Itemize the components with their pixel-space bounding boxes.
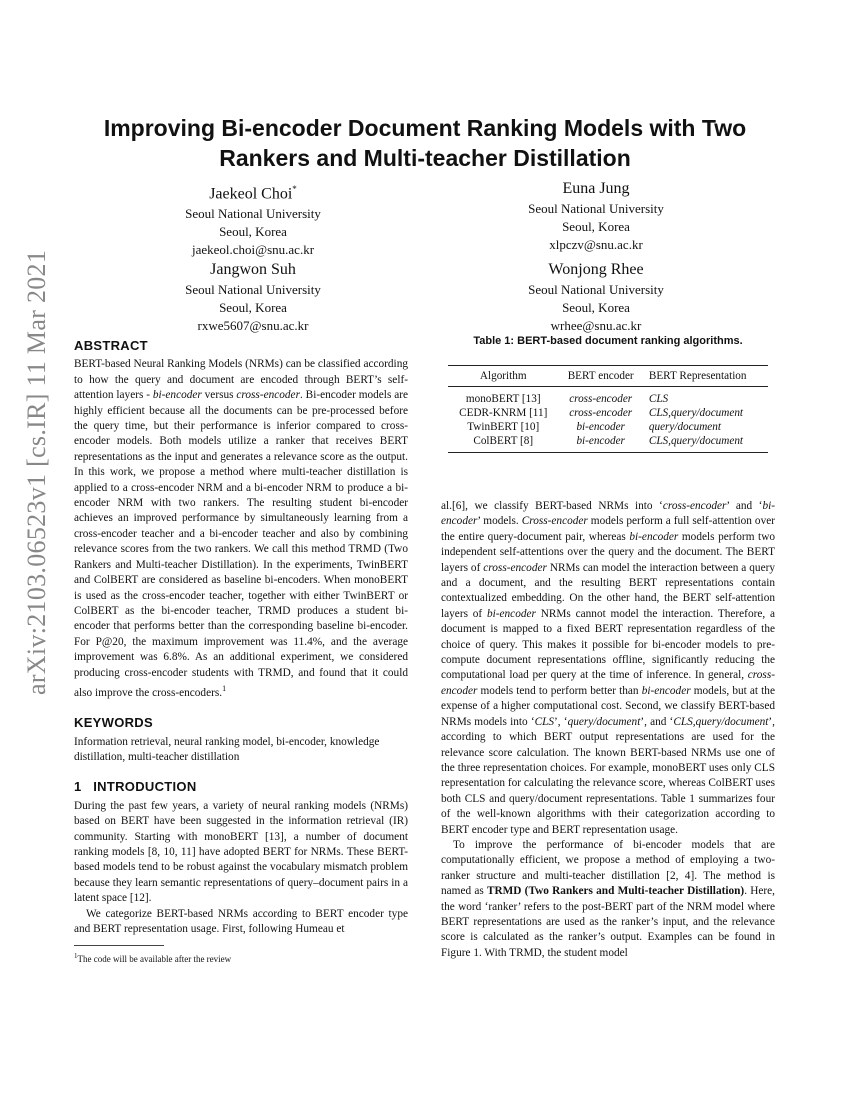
table-cell: CLS <box>648 393 669 405</box>
intro-paragraph: During the past few years, a variety of neural ranking models (NRMs) based on BERT have been suggested in the information retrieval (IR) community. Starting with monoBERT [13], a number of document ranking models [8, 10, 11] have adopted BERT for NRMs. These BERT-based models tend to be robust against the vocabulary mismatch problem because they learn semantic representations of query–document pairs in a latent space [12]. <box>74 799 408 905</box>
table-caption: Table 1: BERT-based document ranking algorithms. <box>473 335 743 347</box>
body-paragraph: To improve the performance of bi-encoder models that are computationally efficient, we propose a method of employing a two-ranker structure and multi-teacher distillation [2, 4]. The method is named as TRMD (Two Rankers and Multi-teacher Distillation). Here, the word ‘ranker’ refers to the post-BERT part of the NRM model where BERT representations are used as the ranker’s input, and the relevance score is calculated as the ranker’s output. Examples can be found in Figure 1. With TRMD, the student model <box>441 838 776 959</box>
author-location: Seoul, Korea <box>219 224 287 240</box>
table-row <box>448 387 768 407</box>
author-block <box>123 178 383 259</box>
paper-title: Improving Bi-encoder Document Ranking Models with Two Rankers and Multi-teacher Distillation <box>103 115 747 171</box>
table-cell: bi-encoder <box>576 435 625 447</box>
table-1 <box>448 365 768 453</box>
author-name: Jangwon Suh <box>210 261 296 278</box>
author-affiliation: Seoul National University <box>185 206 321 222</box>
footnote-rule <box>74 945 164 946</box>
author-email: wrhee@snu.ac.kr <box>550 318 642 333</box>
keywords-heading: KEYWORDS <box>74 715 153 731</box>
author-block <box>466 259 726 335</box>
table-cell: CEDR-KNRM [11] <box>459 407 548 419</box>
author-affiliation: Seoul National University <box>528 201 664 216</box>
table-cell: cross-encoder <box>569 393 633 405</box>
table-cell: bi-encoder <box>576 421 625 433</box>
table-cell: ColBERT [8] <box>473 435 534 447</box>
arxiv-id: arXiv:2103.06523v1 [cs.IR] 11 Mar 2021 <box>22 249 51 695</box>
author-location: Seoul, Korea <box>562 300 630 315</box>
intro-paragraph: We categorize BERT-based NRMs according to BERT encoder type and BERT representation usage. First, following Humeau et <box>74 907 408 935</box>
table-header-row <box>448 366 768 387</box>
author-name: Euna Jung <box>562 180 630 197</box>
column-header: BERT Representation <box>648 370 747 382</box>
column-header: BERT encoder <box>567 370 634 382</box>
author-block <box>466 178 726 254</box>
author-email: rxwe5607@snu.ac.kr <box>197 318 309 333</box>
abstract-heading: ABSTRACT <box>74 338 148 353</box>
table-cell: cross-encoder <box>569 407 633 419</box>
left-column <box>74 338 408 965</box>
table-cell: TwinBERT [10] <box>467 421 540 433</box>
author-email: jaekeol.choi@snu.ac.kr <box>191 242 315 258</box>
table-row <box>448 420 768 434</box>
introduction-heading: 1 INTRODUCTION <box>74 779 197 795</box>
right-column <box>441 499 775 961</box>
table-row <box>448 434 768 453</box>
author-name: Jaekeol Choi* <box>209 184 297 203</box>
table-cell: query/document <box>648 421 721 433</box>
body-paragraph: al.[6], we classify BERT-based NRMs into ‘cross-encoder’ and ‘bi-encoder’ models. Cross-encoder models perform a full self-attention over the entire query-document pair, whereas bi-encoder models perform two independent self-attentions over the query and the document. The BERT layers of cross-encoder NRMs can model the interaction between a query and a document, and the resulting BERT representations contain contextualized embedding. On the other hand, the BERT self-attention layers of bi-encoder NRMs cannot model the interaction. Therefore, a document is mapped to a fixed BERT representation regardless of the choice of query. This makes it possible for bi-encoder models to pre-compute document representations offline, significantly reducing the computational load per query at the time of inference. In general, cross-encoder models tend to perform better than bi-encoder models, but at the expense of a higher computational cost. Second, we classify BERT-based NRMs models into ‘CLS’, ‘query/document’, and ‘CLS,query/document’, according to which BERT output representations are used for the relevance score calculation. The known BERT-based NRMs use one of the three representation choices. For example, monoBERT uses only CLS representation for calculating the relevance score, whereas ColBERT uses both CLS and query/document representations. Table 1 summarizes four of the well-known algorithms with their categorization according to BERT encoder type and BERT representation usage. <box>441 500 775 836</box>
author-block <box>123 259 383 335</box>
author-name: Wonjong Rhee <box>548 261 644 278</box>
table-cell: CLS,query/document <box>648 435 744 447</box>
author-affiliation: Seoul National University <box>185 282 321 297</box>
author-location: Seoul, Korea <box>562 219 630 234</box>
table-cell: monoBERT [13] <box>465 393 541 405</box>
author-affiliation: Seoul National University <box>528 282 664 297</box>
abstract-text: BERT-based Neural Ranking Models (NRMs) can be classified according to how the query and document are encoded through BERT’s self-attention layers - bi-encoder versus cross-encoder. Bi-encoder models are highly efficient because all the documents can be pre-processed before the query time, but their performance is inferior compared to cross-encoder models. Both models utilize a ranker that receives BERT representations as the input and generates a relevance score as the output. In this work, we propose a method where multi-teacher distillation is applied to a cross-encoder NRM and a bi-encoder NRM to produce a bi-encoder NRM with two rankers. The resulting student bi-encoder achieves an improved performance by simultaneously learning from a cross-encoder teacher and a bi-encoder teacher and also by combining relevance scores from the two rankers. We call this method TRMD (Two Rankers and Multi-teacher Distillation). In the experiments, TwinBERT and ColBERT are considered as baseline bi-encoders. When monoBERT is used as the cross-encoder teacher, together with either TwinBERT or ColBERT as the bi-encoder teacher, TRMD produces a student bi-encoder that performs better than the corresponding baseline bi-encoder. For P@20, the maximum improvement was 11.4%, and the average improvement was 6.8%. As an additional experiment, we considered producing cross-encoder students with TRMD, and found that it could also improve the cross-encoders.$^1$ <box>74 358 408 699</box>
table-row <box>448 406 768 420</box>
author-location: Seoul, Korea <box>219 300 287 315</box>
footnote-marker: 1 <box>222 683 227 693</box>
column-header: Algorithm <box>479 370 527 382</box>
footnote: $^1$The code will be available after the review <box>74 952 232 965</box>
table-cell: CLS,query/document <box>648 407 744 419</box>
keywords-text: Information retrieval, neural ranking model, bi-encoder, knowledge distillation, multi-teacher distillation <box>74 735 380 763</box>
author-email: xlpczv@snu.ac.kr <box>549 237 643 252</box>
